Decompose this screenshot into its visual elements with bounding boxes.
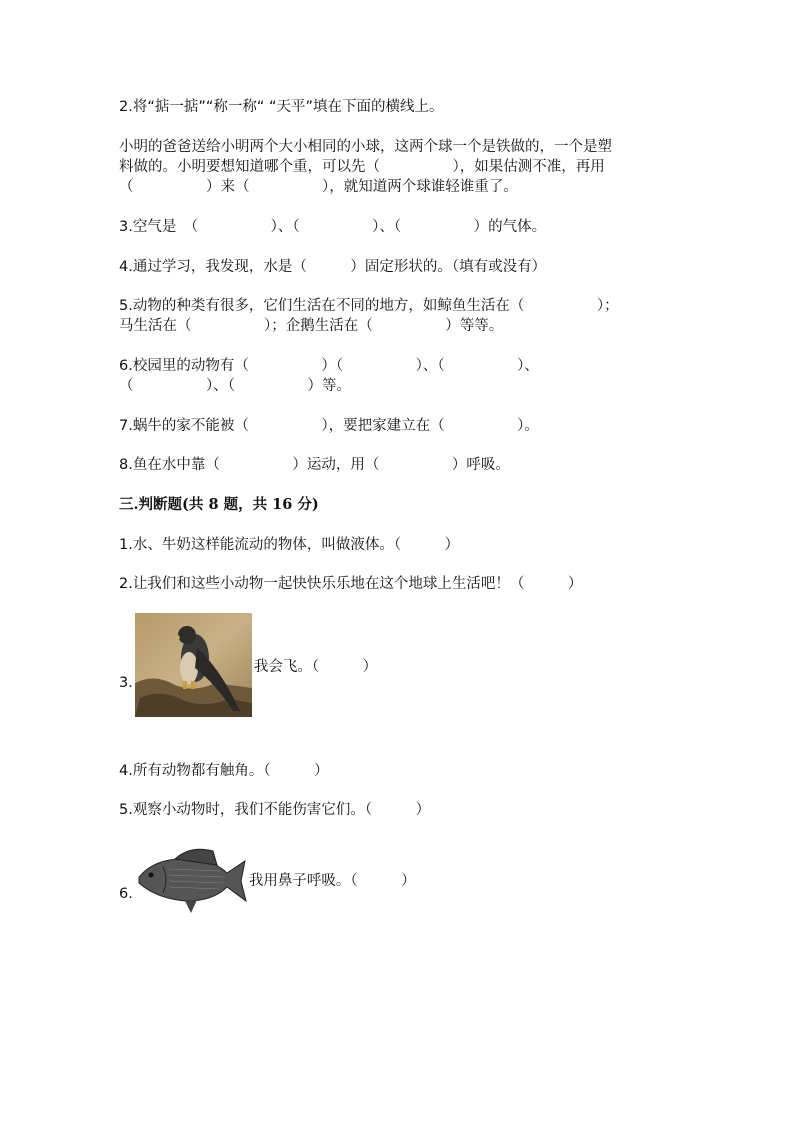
q5-line-2: 马生活在（ ）；企鹅生活在（ ）等等。 [119, 318, 504, 334]
judge-3-number: 3. [119, 675, 133, 691]
q6-line-1: 6.校园里的动物有（ ）（ ）、（ ）、 [119, 358, 539, 374]
judge-4: 4.所有动物都有触角。（ ） [119, 763, 329, 779]
fish-image [135, 845, 247, 913]
judge-6-number: 6. [119, 886, 133, 902]
q7: 7.蜗牛的家不能被（ ），要把家建立在（ ）。 [119, 418, 539, 434]
q5-line-1: 5.动物的种类有很多，它们生活在不同的地方，如鲸鱼生活在（ ）； [119, 298, 619, 314]
judge-6 [119, 845, 416, 913]
q6-line-2: （ ）、（ ）等。 [119, 378, 351, 394]
q3: 3.空气是 （ ）、（ ）、（ ）的气体。 [119, 219, 547, 235]
judge-1: 1.水、牛奶这样能流动的物体，叫做液体。（ ） [119, 537, 460, 553]
judge-3-text: 我会飞。（ ） [253, 658, 378, 675]
judge-2: 2.让我们和这些小动物一起快快乐乐地在这个地球上生活吧！（ ） [119, 576, 583, 592]
falcon-image [135, 613, 252, 717]
section-3-heading: 三.判断题(共 8 题，共 16 分) [119, 496, 319, 513]
q8: 8.鱼在水中靠（ ）运动，用（ ）呼吸。 [119, 457, 510, 473]
judge-5: 5.观察小动物时，我们不能伤害它们。（ ） [119, 802, 431, 818]
q2-line-3: （ ）来（ ），就知道两个球谁轻谁重了。 [119, 179, 518, 195]
q2-title: 2.将“掂一掂”“称一称“ “天平”填在下面的横线上。 [119, 99, 444, 115]
q2-line-2: 料做的。小明要想知道哪个重，可以先（ ），如果估测不准，再用 [119, 159, 605, 175]
q4: 4.通过学习，我发现，水是（ ）固定形状的。（填有或没有） [119, 259, 547, 275]
q2-line-1: 小明的爸爸送给小明两个大小相同的小球，这两个球一个是铁做的，一个是塑 [119, 139, 612, 155]
judge-6-text: 我用鼻子呼吸。（ ） [248, 872, 416, 889]
judge-3 [119, 613, 377, 717]
